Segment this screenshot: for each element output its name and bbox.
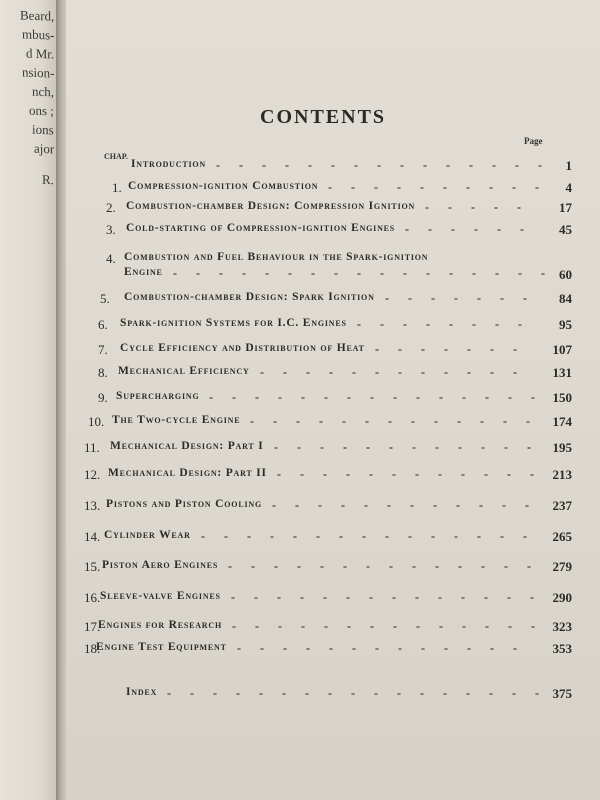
toc-entry xyxy=(0,157,600,179)
leader-dots: - - - - - - xyxy=(405,222,526,236)
page-number: 95 xyxy=(559,317,572,332)
chapter-title: Introduction xyxy=(131,158,206,170)
chapter-title: The Two-cycle Engine xyxy=(112,414,241,426)
chapter-title: Cold-starting of Compression-ignition Engines xyxy=(126,222,396,234)
page-number: 237 xyxy=(552,498,572,513)
facing-page-line: ons ; xyxy=(29,102,54,119)
chapter-title: Supercharging xyxy=(116,390,200,402)
page-number: 150 xyxy=(552,390,572,405)
leader-dots: - - - - - - - - - - - - xyxy=(277,467,536,481)
chapter-number: 16. xyxy=(84,590,101,605)
chapter-title: Combustion and Fuel Behaviour in the Spark-ignition xyxy=(124,251,429,263)
chapter-number: 7. xyxy=(98,342,108,357)
leader-dots: - - - - - - - - - - - - - xyxy=(250,414,532,428)
chapter-number: 13. xyxy=(84,498,101,513)
page-number: 45 xyxy=(559,222,572,237)
facing-page-line: nsion- xyxy=(21,64,54,81)
page-number: 60 xyxy=(559,267,572,282)
leader-dots: - - - - - - - xyxy=(375,342,519,356)
toc-entry xyxy=(0,618,600,640)
toc-entry xyxy=(0,439,600,461)
page-number: 353 xyxy=(552,641,572,656)
chapter-number: 5. xyxy=(100,291,110,306)
leader-dots: - - - - - - - - - - - - xyxy=(272,498,531,512)
page-number: 174 xyxy=(552,414,572,429)
facing-page-line: R. xyxy=(42,171,54,188)
leader-dots: - - - - - xyxy=(425,200,523,214)
leader-dots: - - - - - - - - - - - - - - - xyxy=(209,390,537,404)
chapter-title: Sleeve-valve Engines xyxy=(100,590,221,602)
leader-dots: - - - - - - - - - - - - - xyxy=(237,641,519,655)
facing-page-line: ajor xyxy=(33,140,54,157)
chapter-title: Combustion-chamber Design: Spark Ignition xyxy=(124,291,375,303)
toc-entry xyxy=(0,250,600,282)
chapter-number: 17. xyxy=(84,619,101,634)
leader-dots: - - - - - - - - - - - - - - - xyxy=(216,158,544,172)
chapter-number: 11. xyxy=(84,440,100,455)
facing-page-line: mbus- xyxy=(21,26,54,43)
page-number: 323 xyxy=(552,619,572,634)
leader-dots: - - - - - - - xyxy=(385,291,529,305)
chapter-number: 9. xyxy=(98,390,108,405)
toc-entry xyxy=(0,316,600,338)
toc-entry xyxy=(0,528,600,550)
chapter-number: 10. xyxy=(88,414,105,429)
toc-entry xyxy=(0,413,600,435)
page-number: 84 xyxy=(559,291,572,306)
page-number: 213 xyxy=(552,467,572,482)
page-number: 195 xyxy=(552,440,572,455)
chapter-number: 2. xyxy=(106,200,116,215)
page-number: 107 xyxy=(552,342,572,357)
toc-entry xyxy=(0,221,600,243)
toc-entry xyxy=(0,589,600,611)
chapter-title: Cylinder Wear xyxy=(104,529,191,541)
chapter-number: 3. xyxy=(106,222,116,237)
chapter-number: 6. xyxy=(98,317,108,332)
chapter-title: Piston Aero Engines xyxy=(102,559,219,571)
chapter-number: 15. xyxy=(84,559,101,574)
page-number: 279 xyxy=(552,559,572,574)
chapter-title: Engine Test Equipment xyxy=(96,641,227,653)
chapter-title: Cycle Efficiency and Distribution of Heat xyxy=(120,342,365,354)
toc-entry xyxy=(0,341,600,363)
toc-entry xyxy=(0,558,600,580)
toc-entry xyxy=(0,640,600,662)
page-number: 290 xyxy=(552,590,572,605)
chapter-number: 8. xyxy=(98,365,108,380)
chapter-title: Mechanical Efficiency xyxy=(118,365,250,377)
facing-page-line: d Mr. xyxy=(25,45,54,62)
chapter-title: Compression-ignition Combustion xyxy=(128,180,319,192)
chapter-number: 1. xyxy=(112,180,122,195)
leader-dots: - - - - - - - - - - - - - - xyxy=(228,559,533,573)
page-number: 17 xyxy=(559,200,572,215)
page-number: 1 xyxy=(565,158,572,173)
chapter-number: 12. xyxy=(84,467,101,482)
leader-dots: - - - - - - - - xyxy=(357,317,524,331)
leader-dots: - - - - - - - - - - - - - - - - - xyxy=(167,686,541,700)
toc-entry xyxy=(0,179,600,201)
toc-entry xyxy=(0,497,600,519)
chapter-title: Mechanical Design: Part II xyxy=(108,467,267,479)
chapter-number: 18. xyxy=(84,641,101,656)
chapter-title: Engines for Research xyxy=(98,619,222,631)
chapter-title: Spark-ignition Systems for I.C. Engines xyxy=(120,317,347,329)
page-number: 265 xyxy=(552,529,572,544)
toc-entry xyxy=(0,290,600,312)
chapter-title-continued: Engine xyxy=(124,266,163,278)
leader-dots: - - - - - - - - - - - - - - - xyxy=(201,529,529,543)
page-number: 375 xyxy=(552,686,572,701)
toc-entry xyxy=(0,389,600,411)
facing-page-line: nch, xyxy=(31,83,54,100)
page-title: CONTENTS xyxy=(260,106,387,128)
chapter-title: Combustion-chamber Design: Compression Ignition xyxy=(126,200,416,212)
toc-entry xyxy=(0,685,600,707)
chapter-title: Mechanical Design: Part I xyxy=(110,440,264,452)
chapter-number: 14. xyxy=(84,529,101,544)
toc-entry xyxy=(0,364,600,386)
chapter-title: Pistons and Piston Cooling xyxy=(106,498,262,510)
leader-dots: - - - - - - - - - - - - - - xyxy=(232,619,537,633)
chapter-number: 4. xyxy=(106,251,116,266)
leader-dots: - - - - - - - - - - - - - - - - - xyxy=(173,266,547,280)
leader-dots: - - - - - - - - - - - - - - xyxy=(231,590,536,604)
leader-dots: - - - - - - - - - - - - xyxy=(274,440,533,454)
page-number: 131 xyxy=(552,365,572,380)
leader-dots: - - - - - - - - - - - - xyxy=(260,365,519,379)
facing-page-line: ions xyxy=(32,121,54,138)
facing-page-line: Beard, xyxy=(19,7,54,24)
page-column-header: Page xyxy=(524,136,543,146)
chapter-title: Index xyxy=(126,686,158,698)
toc-entry xyxy=(0,199,600,221)
leader-dots: - - - - - - - - - - xyxy=(328,180,541,194)
chapter-column-header: CHAP. xyxy=(104,152,128,161)
toc-entry xyxy=(0,466,600,488)
page-number: 4 xyxy=(565,180,572,195)
